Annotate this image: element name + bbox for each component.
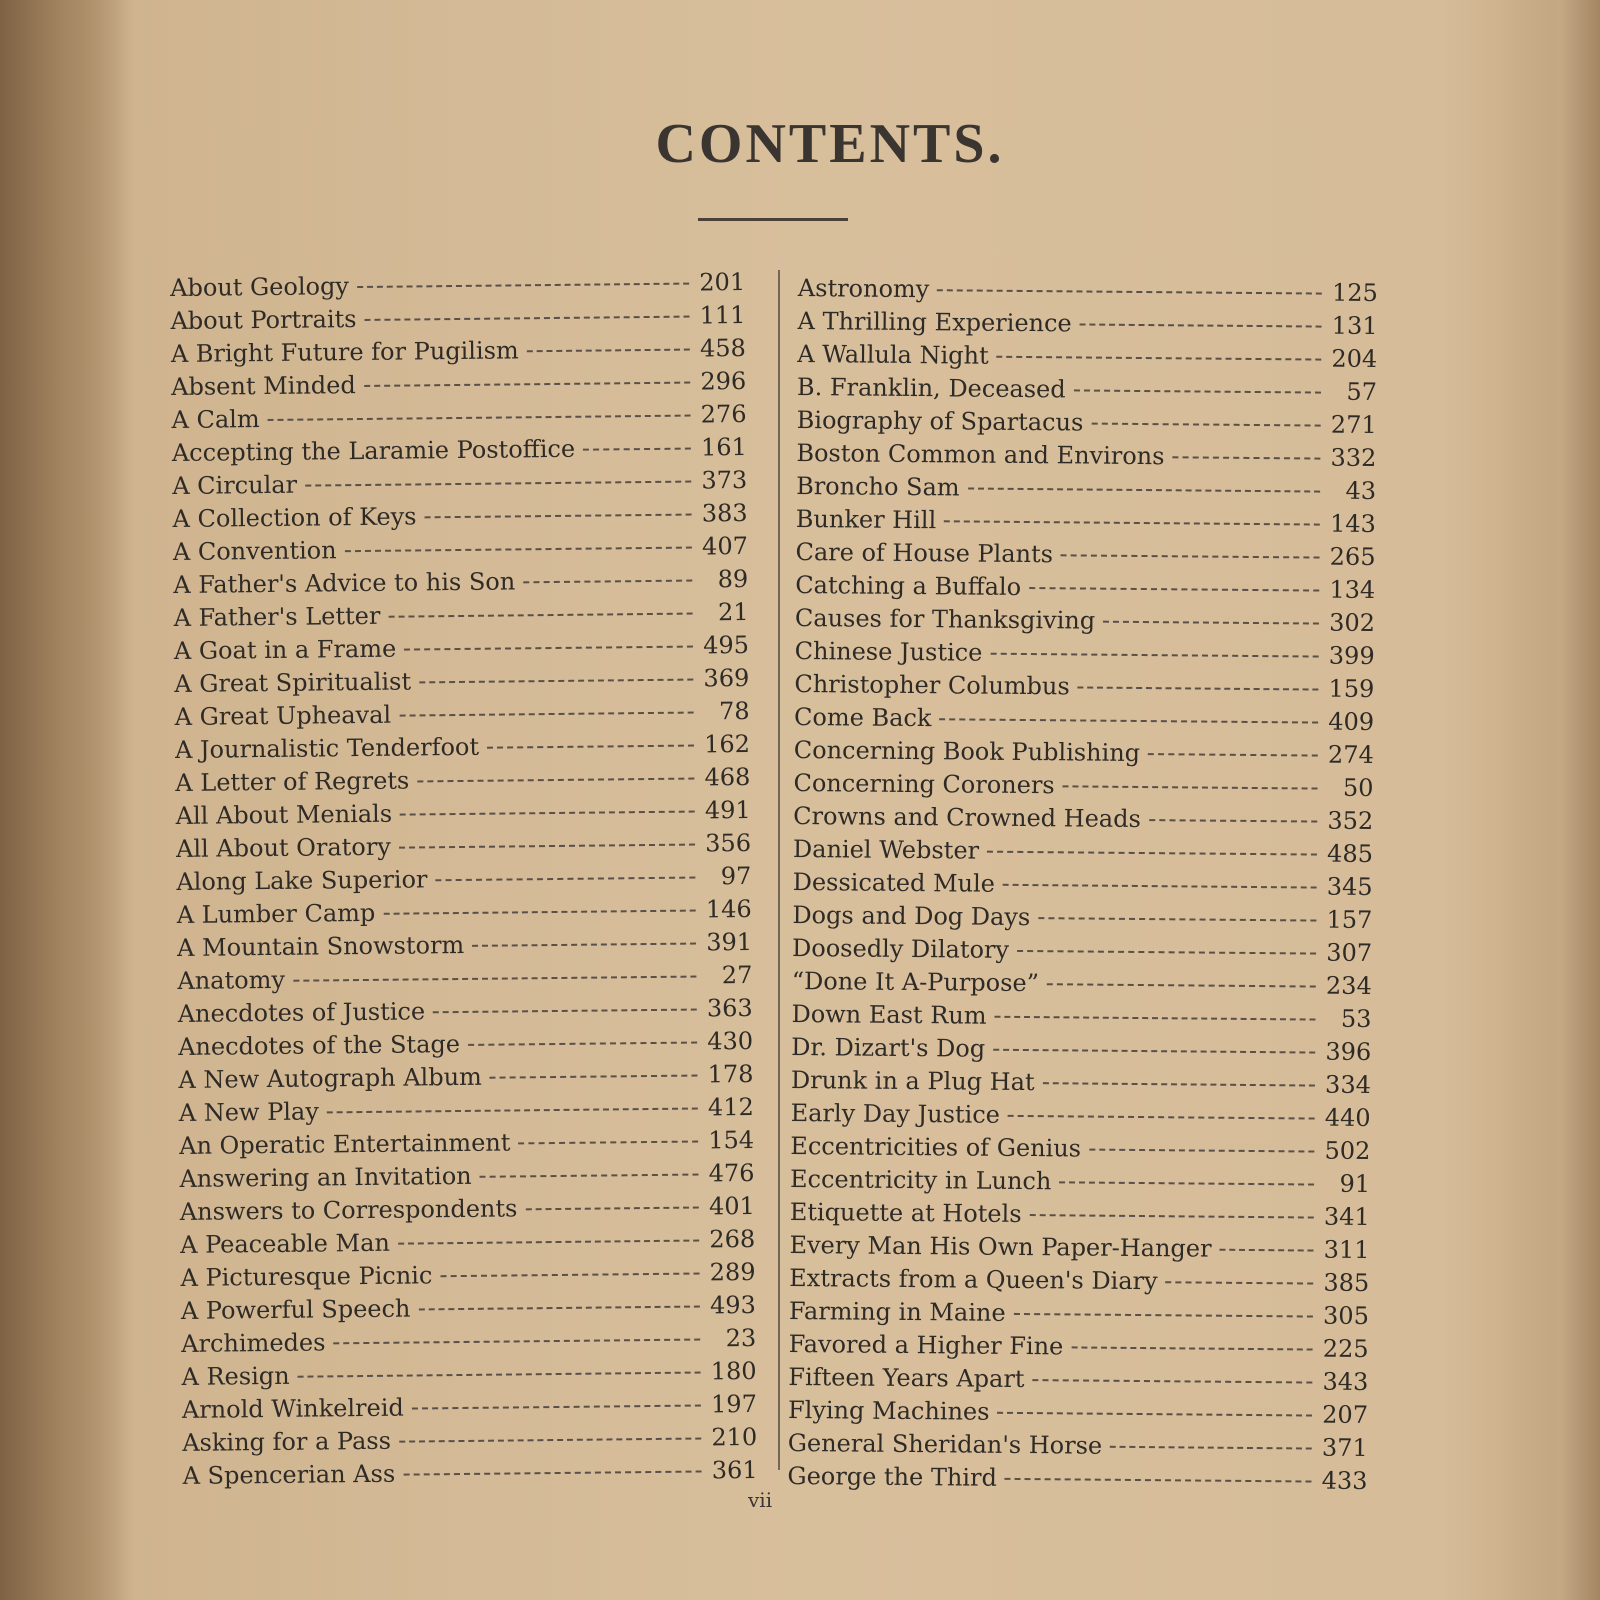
toc-entry-title: Biography of Spartacus	[796, 405, 1084, 437]
toc-entry-title: Crowns and Crowned Heads	[793, 801, 1141, 834]
toc-entry-title: Concerning Book Publishing	[793, 735, 1141, 768]
toc-entry-page: 332	[1330, 443, 1377, 473]
toc-entry	[791, 998, 1371, 1036]
dot-leader	[364, 382, 690, 387]
toc-entry-page: 391	[706, 927, 753, 957]
toc-entry-title: Archimedes	[181, 1328, 326, 1358]
dot-leader	[268, 415, 691, 421]
dot-leader	[419, 679, 693, 684]
toc-entry-page: 197	[710, 1389, 758, 1419]
toc-entry	[790, 1196, 1370, 1234]
toc-entry-title: A Letter of Regrets	[175, 766, 410, 797]
toc-entry-title: A Resign	[181, 1361, 290, 1391]
toc-entry-page: 134	[1329, 575, 1376, 605]
dot-leader	[527, 349, 690, 353]
dot-leader	[1063, 785, 1318, 789]
left-column	[170, 266, 758, 1493]
toc-entry-page: 271	[1330, 410, 1377, 440]
toc-entry-title: Dessicated Mule	[792, 867, 996, 898]
toc-entry-page: 361	[711, 1455, 758, 1485]
toc-entry-title: All About Oratory	[175, 832, 391, 863]
toc-entry-page: 440	[1324, 1103, 1371, 1133]
dot-leader	[990, 653, 1318, 658]
toc-entry-page: 146	[705, 894, 752, 924]
toc-entry	[792, 932, 1372, 970]
dot-leader	[518, 1141, 698, 1145]
dot-leader	[412, 1405, 701, 1410]
toc-entry-page: 401	[708, 1191, 755, 1221]
toc-entry-page: 268	[709, 1224, 756, 1254]
toc-entry-page: 356	[705, 828, 752, 858]
toc-entry-page: 363	[706, 993, 753, 1023]
dot-leader	[583, 448, 691, 451]
toc-entry-title: Eccentricity in Lunch	[789, 1164, 1052, 1196]
toc-entry	[795, 635, 1375, 673]
toc-entry-title: Drunk in a Plug Hat	[790, 1065, 1035, 1097]
page-edge	[1500, 0, 1600, 1600]
dot-leader	[1089, 1149, 1314, 1153]
toc-entry-title: Boston Common and Environs	[796, 438, 1165, 471]
toc-entry-page: 385	[1323, 1268, 1370, 1298]
dot-leader	[937, 289, 1322, 294]
toc-entry	[789, 1295, 1369, 1333]
toc-entry-page: 97	[720, 861, 752, 891]
toc-entry-page: 343	[1322, 1367, 1369, 1397]
dot-leader	[425, 514, 692, 519]
toc-entry	[795, 602, 1375, 640]
toc-entry-title: Accepting the Laramie Postoffice	[171, 434, 576, 467]
toc-entry-title: Causes for Thanksgiving	[794, 603, 1096, 635]
dot-leader	[345, 547, 692, 553]
dot-leader	[1166, 1281, 1314, 1284]
toc-entry-page: 409	[1328, 707, 1375, 737]
dot-leader	[435, 877, 695, 882]
toc-entry-page: 157	[1326, 905, 1373, 935]
toc-entry	[797, 338, 1377, 376]
toc-entry-page: 302	[1329, 608, 1376, 638]
dot-leader	[1110, 1446, 1312, 1450]
toc-entry-page: 201	[699, 267, 746, 297]
dot-leader	[1038, 917, 1316, 921]
dot-leader	[383, 910, 695, 915]
toc-entry-title: Catching a Buffalo	[795, 570, 1022, 601]
toc-entry-title: A Circular	[172, 470, 298, 500]
toc-entry-title: Bunker Hill	[795, 504, 937, 535]
toc-entry-page: 476	[708, 1158, 755, 1188]
toc-entry-title: Anatomy	[177, 965, 286, 995]
toc-entry	[797, 305, 1377, 343]
dot-leader	[1030, 1214, 1314, 1218]
dot-leader	[1014, 1313, 1313, 1318]
toc-entry-title: A Thrilling Experience	[797, 306, 1072, 338]
dot-leader	[399, 712, 694, 717]
dot-leader	[365, 316, 690, 321]
dot-leader	[995, 1016, 1316, 1021]
toc-entry-page: 154	[708, 1125, 755, 1155]
toc-entry-page: 493	[709, 1290, 756, 1320]
dot-leader	[1220, 1249, 1314, 1252]
toc-entry	[796, 470, 1376, 508]
dot-leader	[1032, 1379, 1312, 1383]
toc-entry	[790, 1163, 1370, 1201]
toc-entry-page: 50	[1342, 773, 1374, 803]
toc-entry-page: 178	[707, 1059, 754, 1089]
toc-entry	[796, 437, 1376, 475]
dot-leader	[418, 1306, 699, 1311]
dot-leader	[1172, 456, 1320, 459]
dot-leader	[1017, 950, 1316, 955]
dot-leader	[1148, 753, 1318, 756]
toc-entry-page: 159	[1328, 674, 1375, 704]
dot-leader	[1074, 389, 1321, 393]
toc-entry	[793, 767, 1373, 805]
dot-leader	[480, 1174, 699, 1178]
dot-leader	[333, 1339, 700, 1345]
toc-entry	[797, 371, 1377, 409]
toc-entry-title: All About Menials	[175, 799, 393, 830]
dot-leader	[523, 580, 692, 584]
toc-entry-page: 334	[1324, 1070, 1372, 1100]
dot-leader	[1043, 1082, 1315, 1086]
dot-leader	[1047, 983, 1316, 987]
toc-entry-page: 495	[702, 630, 750, 660]
toc-entry-page: 373	[701, 465, 748, 495]
toc-entry-title: A Father's Letter	[173, 601, 381, 632]
dot-leader	[987, 851, 1317, 856]
dot-leader	[1008, 1115, 1315, 1120]
dot-leader	[490, 1075, 698, 1079]
toc-entry	[795, 569, 1375, 607]
toc-entry-page: 399	[1328, 641, 1375, 671]
toc-entry-page: 161	[700, 432, 748, 462]
toc-entry-title: Care of House Plants	[795, 537, 1054, 569]
toc-entry-title: Daniel Webster	[792, 834, 980, 865]
toc-entry	[791, 1064, 1371, 1102]
toc-entry-page: 162	[704, 729, 751, 759]
toc-entry-page: 225	[1322, 1334, 1369, 1364]
toc-entry-title: George the Third	[787, 1461, 998, 1492]
page-title: CONTENTS.	[655, 113, 1005, 175]
toc-entry	[793, 866, 1373, 904]
toc-entry	[798, 272, 1378, 310]
toc-entry-page: 143	[1329, 509, 1376, 539]
column-divider	[778, 270, 780, 1470]
toc-entry-title: Answers to Correspondents	[179, 1194, 518, 1226]
dot-leader	[1029, 587, 1319, 592]
dot-leader	[398, 1240, 699, 1245]
toc-entry-page: 307	[1326, 938, 1373, 968]
dot-leader	[1149, 819, 1317, 822]
toc-entry	[789, 1262, 1369, 1300]
toc-entry-page: 53	[1340, 1004, 1372, 1034]
right-column	[787, 272, 1378, 1498]
toc-entry-title: Every Man His Own Paper-Hanger	[789, 1230, 1212, 1263]
toc-entry-title: About Portraits	[170, 305, 357, 335]
toc-entry-title: Etiquette at Hotels	[789, 1197, 1022, 1228]
toc-entry	[793, 833, 1373, 871]
toc-entry-title: Along Lake Superior	[176, 865, 428, 896]
toc-entry-title: A Goat in a Frame	[173, 634, 397, 665]
dot-leader	[327, 1108, 698, 1114]
toc-entry-title: Asking for a Pass	[182, 1426, 392, 1457]
toc-entry	[796, 503, 1376, 541]
toc-entry-title: Down East Rum	[791, 999, 987, 1030]
toc-entry-title: Answering an Invitation	[179, 1161, 472, 1193]
toc-entry	[790, 1130, 1370, 1168]
toc-entry-title: “Done It A-Purpose”	[791, 966, 1040, 998]
toc-entry	[787, 1460, 1367, 1498]
toc-entry-title: A Spencerian Ass	[182, 1459, 396, 1490]
dot-leader	[1103, 621, 1319, 625]
toc-entry-title: Farming in Maine	[788, 1296, 1006, 1327]
dot-leader	[1003, 884, 1317, 889]
toc-entry-page: 369	[703, 663, 750, 693]
toc-entry-page: 265	[1329, 542, 1376, 572]
toc-entry-title: Anecdotes of the Stage	[177, 1030, 461, 1061]
toc-entry-title: A Calm	[171, 405, 260, 434]
toc-entry-title: Chinese Justice	[794, 636, 983, 667]
toc-entry-title: Dr. Dizart's Dog	[791, 1032, 986, 1063]
toc-entry-title: Dogs and Dog Days	[792, 900, 1031, 932]
dot-leader	[968, 487, 1321, 492]
toc-entry-title: Christopher Columbus	[794, 669, 1070, 701]
toc-entry-page: 341	[1323, 1202, 1370, 1232]
toc-entry-page: 311	[1323, 1235, 1370, 1265]
toc-entry-page: 407	[701, 531, 749, 561]
dot-leader	[1091, 423, 1320, 427]
toc-entry-title: Fifteen Years Apart	[788, 1362, 1025, 1394]
dot-leader	[305, 481, 691, 487]
toc-entry-title: An Operatic Entertainment	[179, 1128, 511, 1160]
toc-entry	[788, 1361, 1368, 1399]
toc-entry-page: 305	[1322, 1301, 1370, 1331]
toc-entry-page: 485	[1327, 839, 1374, 869]
toc-entry-page: 207	[1322, 1400, 1369, 1430]
toc-entry-title: A Great Spiritualist	[174, 667, 412, 698]
toc-entry-title: Extracts from a Queen's Diary	[789, 1263, 1158, 1296]
dot-leader	[1059, 1181, 1314, 1185]
toc-entry-page: 131	[1331, 311, 1378, 341]
toc-entry-title: Arnold Winkelreid	[181, 1393, 404, 1424]
toc-entry-page: 352	[1327, 806, 1374, 836]
toc-entry	[794, 701, 1374, 739]
toc-entry-page: 21	[717, 597, 749, 627]
toc-entry	[788, 1394, 1368, 1432]
toc-entry-page: 89	[717, 564, 749, 594]
toc-entry	[791, 1097, 1371, 1135]
toc-entry-page: 296	[700, 366, 747, 396]
toc-entry-title: A Mountain Snowstorm	[176, 930, 465, 962]
toc-entry-page: 23	[725, 1323, 757, 1353]
toc-entry-title: General Sheridan's Horse	[787, 1428, 1103, 1460]
toc-entry-title: A Father's Advice to his Son	[173, 567, 516, 599]
toc-entry-page: 274	[1327, 740, 1374, 770]
toc-entry	[788, 1427, 1368, 1465]
toc-entry-title: A Picturesque Picnic	[180, 1261, 433, 1292]
dot-leader	[433, 1009, 697, 1014]
toc-entry	[791, 1031, 1371, 1069]
toc-entry-page: 430	[707, 1026, 754, 1056]
toc-entry-title: Eccentricities of Genius	[790, 1131, 1082, 1163]
dot-leader	[1005, 1478, 1312, 1483]
toc-entry-page: 43	[1345, 476, 1377, 506]
toc-entry-page: 383	[701, 498, 748, 528]
dot-leader	[1078, 686, 1319, 690]
contents-page	[130, 0, 1510, 1600]
toc-entry	[792, 899, 1372, 937]
toc-entry	[795, 536, 1375, 574]
toc-entry-title: A Powerful Speech	[180, 1294, 411, 1325]
toc-entry-title: A Lumber Camp	[176, 898, 376, 929]
toc-entry	[793, 800, 1373, 838]
toc-entry-title: Concerning Coroners	[793, 768, 1055, 800]
toc-entry-page: 345	[1326, 872, 1373, 902]
toc-entry-title: Absent Minded	[171, 371, 356, 401]
toc-entry	[794, 734, 1374, 772]
toc-entry-page: 234	[1325, 971, 1372, 1001]
toc-entry-title: About Geology	[170, 272, 350, 302]
toc-entry	[788, 1328, 1368, 1366]
toc-entry-page: 289	[709, 1257, 756, 1287]
toc-entry-title: Come Back	[793, 702, 932, 733]
toc-entry-title: A Bright Future for Pugilism	[170, 336, 519, 368]
toc-entry-page: 371	[1321, 1433, 1368, 1463]
book-spine-shadow	[0, 0, 135, 1600]
toc-entry-page: 412	[707, 1092, 754, 1122]
toc-entry-title: Doosedly Dilatory	[791, 933, 1010, 964]
dot-leader	[400, 811, 695, 816]
toc-entry-page: 433	[1321, 1466, 1368, 1496]
toc-entry-page: 27	[721, 960, 753, 990]
toc-entry-page: 468	[704, 762, 751, 792]
dot-leader	[388, 613, 692, 618]
toc-entry	[182, 1454, 757, 1493]
dot-leader	[403, 1470, 701, 1475]
dot-leader	[298, 1372, 701, 1378]
toc-entry-page: 57	[1346, 377, 1378, 407]
toc-entry-title: Favored a Higher Fine	[788, 1329, 1064, 1361]
toc-entry-page: 78	[718, 696, 750, 726]
toc-entry-page: 111	[699, 300, 746, 330]
toc-entry	[794, 668, 1374, 706]
toc-entry-title: A Wallula Night	[797, 339, 989, 370]
dot-leader	[399, 1438, 701, 1443]
toc-entry-title: A Convention	[172, 536, 337, 566]
dot-leader	[487, 745, 694, 749]
dot-leader	[440, 1273, 699, 1278]
dot-leader	[997, 356, 1322, 361]
dot-leader	[1061, 554, 1320, 558]
toc-entry-title: A New Play	[178, 1097, 319, 1127]
dot-leader	[404, 646, 693, 651]
page-folio: vii	[748, 1488, 773, 1512]
dot-leader	[417, 778, 694, 783]
toc-entry-title: A Journalistic Tenderfoot	[174, 732, 480, 764]
dot-leader	[939, 718, 1318, 723]
toc-entry-title: A New Autograph Album	[178, 1062, 482, 1094]
toc-entry-title: B. Franklin, Deceased	[796, 372, 1066, 404]
toc-entry-page: 491	[704, 795, 751, 825]
toc-entry-title: A Peaceable Man	[180, 1228, 391, 1259]
dot-leader	[993, 1049, 1315, 1054]
toc-entry-title: Astronomy	[797, 273, 930, 304]
toc-entry	[792, 965, 1372, 1003]
dot-leader	[1080, 323, 1322, 327]
toc-entry-page: 204	[1331, 344, 1378, 374]
toc-entry-title: A Great Upheaval	[174, 700, 392, 731]
toc-entry-page: 396	[1325, 1037, 1372, 1067]
dot-leader	[944, 520, 1320, 525]
toc-entry-page: 91	[1339, 1169, 1371, 1199]
dot-leader	[357, 283, 689, 288]
dot-leader	[525, 1207, 698, 1211]
toc-entry-page: 458	[699, 333, 746, 363]
toc-entry	[797, 404, 1377, 442]
dot-leader	[472, 943, 696, 947]
toc-entry-title: Flying Machines	[787, 1395, 990, 1426]
dot-leader	[468, 1042, 697, 1046]
toc-entry-page: 180	[710, 1356, 757, 1386]
toc-entry-title: Early Day Justice	[790, 1098, 1001, 1129]
toc-entry-page: 502	[1324, 1136, 1371, 1166]
toc-entry-page: 125	[1331, 278, 1378, 308]
toc-entry-page: 276	[700, 399, 747, 429]
title-rule	[698, 218, 848, 221]
dot-leader	[399, 844, 695, 849]
toc-entry-title: Broncho Sam	[796, 471, 960, 502]
toc-entry	[789, 1229, 1369, 1267]
toc-entry-title: Anecdotes of Justice	[177, 997, 426, 1028]
dot-leader	[293, 976, 696, 982]
dot-leader	[997, 1412, 1312, 1417]
toc-entry-page: 210	[711, 1422, 758, 1452]
toc-entry-title: A Collection of Keys	[172, 502, 417, 533]
dot-leader	[1071, 1346, 1312, 1350]
